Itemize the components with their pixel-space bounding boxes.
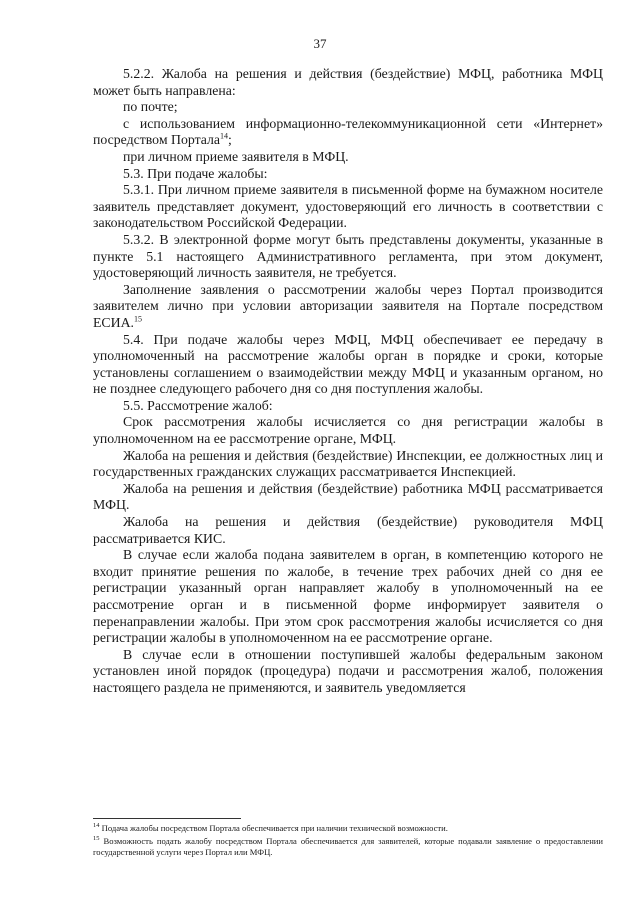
paragraph-via-internet-tail: ; xyxy=(228,132,232,148)
paragraph-by-mail: по почте; xyxy=(123,99,178,115)
footnote-15 xyxy=(93,836,603,858)
footnote-15-text: Возможность подать жалобу посредством Портала обеспечивается для заявителей, которые подавали заявление о предоставлении государственной услуги через Портал или МФЦ. xyxy=(93,836,603,857)
footnotes xyxy=(93,823,603,860)
page-number: 37 xyxy=(313,36,327,51)
paragraph-in-person: при личном приеме заявителя в МФЦ. xyxy=(123,148,349,164)
paragraph-5-3-2: 5.3.2. В электронной форме могут быть представлены документы, указанные в пункте 5.1 настоящего Административного регламента, при этом документ, удостоверяющий личность заявителя, не требуется. xyxy=(93,231,603,281)
footnote-mark-15: 15 xyxy=(93,835,100,843)
footnote-ref-15: 15 xyxy=(134,314,143,324)
paragraph-redirect: В случае если жалоба подана заявителем в орган, в компетенцию которого не входит принятие решения по жалобе, в течение трех рабочих дней со дня ее регистрации указанный орган направляет жалобу в уполномоченный на ее рассмотрение орган и в письменной форме информирует заявителя о перенаправлении жалобы. При этом срок рассмотрения жалобы исчисляется со дня регистрации жалобы в уполномоченном на ее рассмотрение органе. xyxy=(93,547,603,646)
paragraph-portal-filling xyxy=(93,282,603,332)
paragraph-via-internet-text: с использованием информационно-телекоммуникационной сети «Интернет» посредством Портала xyxy=(93,115,603,148)
footnote-separator xyxy=(93,818,241,819)
paragraph-5-5: 5.5. Рассмотрение жалоб: xyxy=(123,397,273,413)
paragraph-review-term: Срок рассмотрения жалобы исчисляется со дня регистрации жалобы в уполномоченном на ее рассмотрение органе, МФЦ. xyxy=(93,414,603,447)
paragraph-mfc-worker: Жалоба на решения и действия (бездействие) работника МФЦ рассматривается МФЦ. xyxy=(93,480,603,513)
footnote-14-text: Подача жалобы посредством Портала обеспечивается при наличии технической возможности. xyxy=(101,823,448,833)
paragraph-5-3-1: 5.3.1. При личном приеме заявителя в письменной форме на бумажном носителе заявитель представляет документ, удостоверяющий его личность в соответствии с законодательством Российской Федерации. xyxy=(93,182,603,231)
paragraph-5-4: 5.4. При подаче жалобы через МФЦ, МФЦ обеспечивает ее передачу в уполномоченный на рассмотрение жалобы орган в порядке и сроки, которые установлены соглашением о взаимодействии между МФЦ и указанным органом, но не позднее следующего рабочего дня со дня поступления жалобы. xyxy=(93,331,603,397)
paragraph-5-3: 5.3. При подаче жалобы: xyxy=(123,165,268,181)
paragraph-via-internet xyxy=(93,116,603,149)
footnote-14 xyxy=(93,823,603,834)
footnote-mark-14: 14 xyxy=(93,822,100,830)
paragraph-portal-filling-text: Заполнение заявления о рассмотрении жалобы через Портал производится заявителем лично при условии авторизации заявителя на Портале посредством ЕСИА. xyxy=(93,281,603,330)
footnote-ref-14: 14 xyxy=(220,131,229,141)
paragraph-federal-law: В случае если в отношении поступившей жалобы федеральным законом установлен иной порядок (процедура) подачи и рассмотрения жалоб, положения настоящего раздела не применяются, и заявитель уведомляется xyxy=(93,646,603,695)
paragraph-mfc-head: Жалоба на решения и действия (бездействие) руководителя МФЦ рассматривается КИС. xyxy=(93,514,603,546)
paragraph-inspection: Жалоба на решения и действия (бездействие) Инспекции, ее должностных лиц и государственных гражданских служащих рассматривается Инспекцией. xyxy=(93,447,603,480)
paragraph-5-2-2: 5.2.2. Жалоба на решения и действия (бездействие) МФЦ, работника МФЦ может быть направлена: xyxy=(93,66,603,98)
body-text xyxy=(93,66,603,697)
